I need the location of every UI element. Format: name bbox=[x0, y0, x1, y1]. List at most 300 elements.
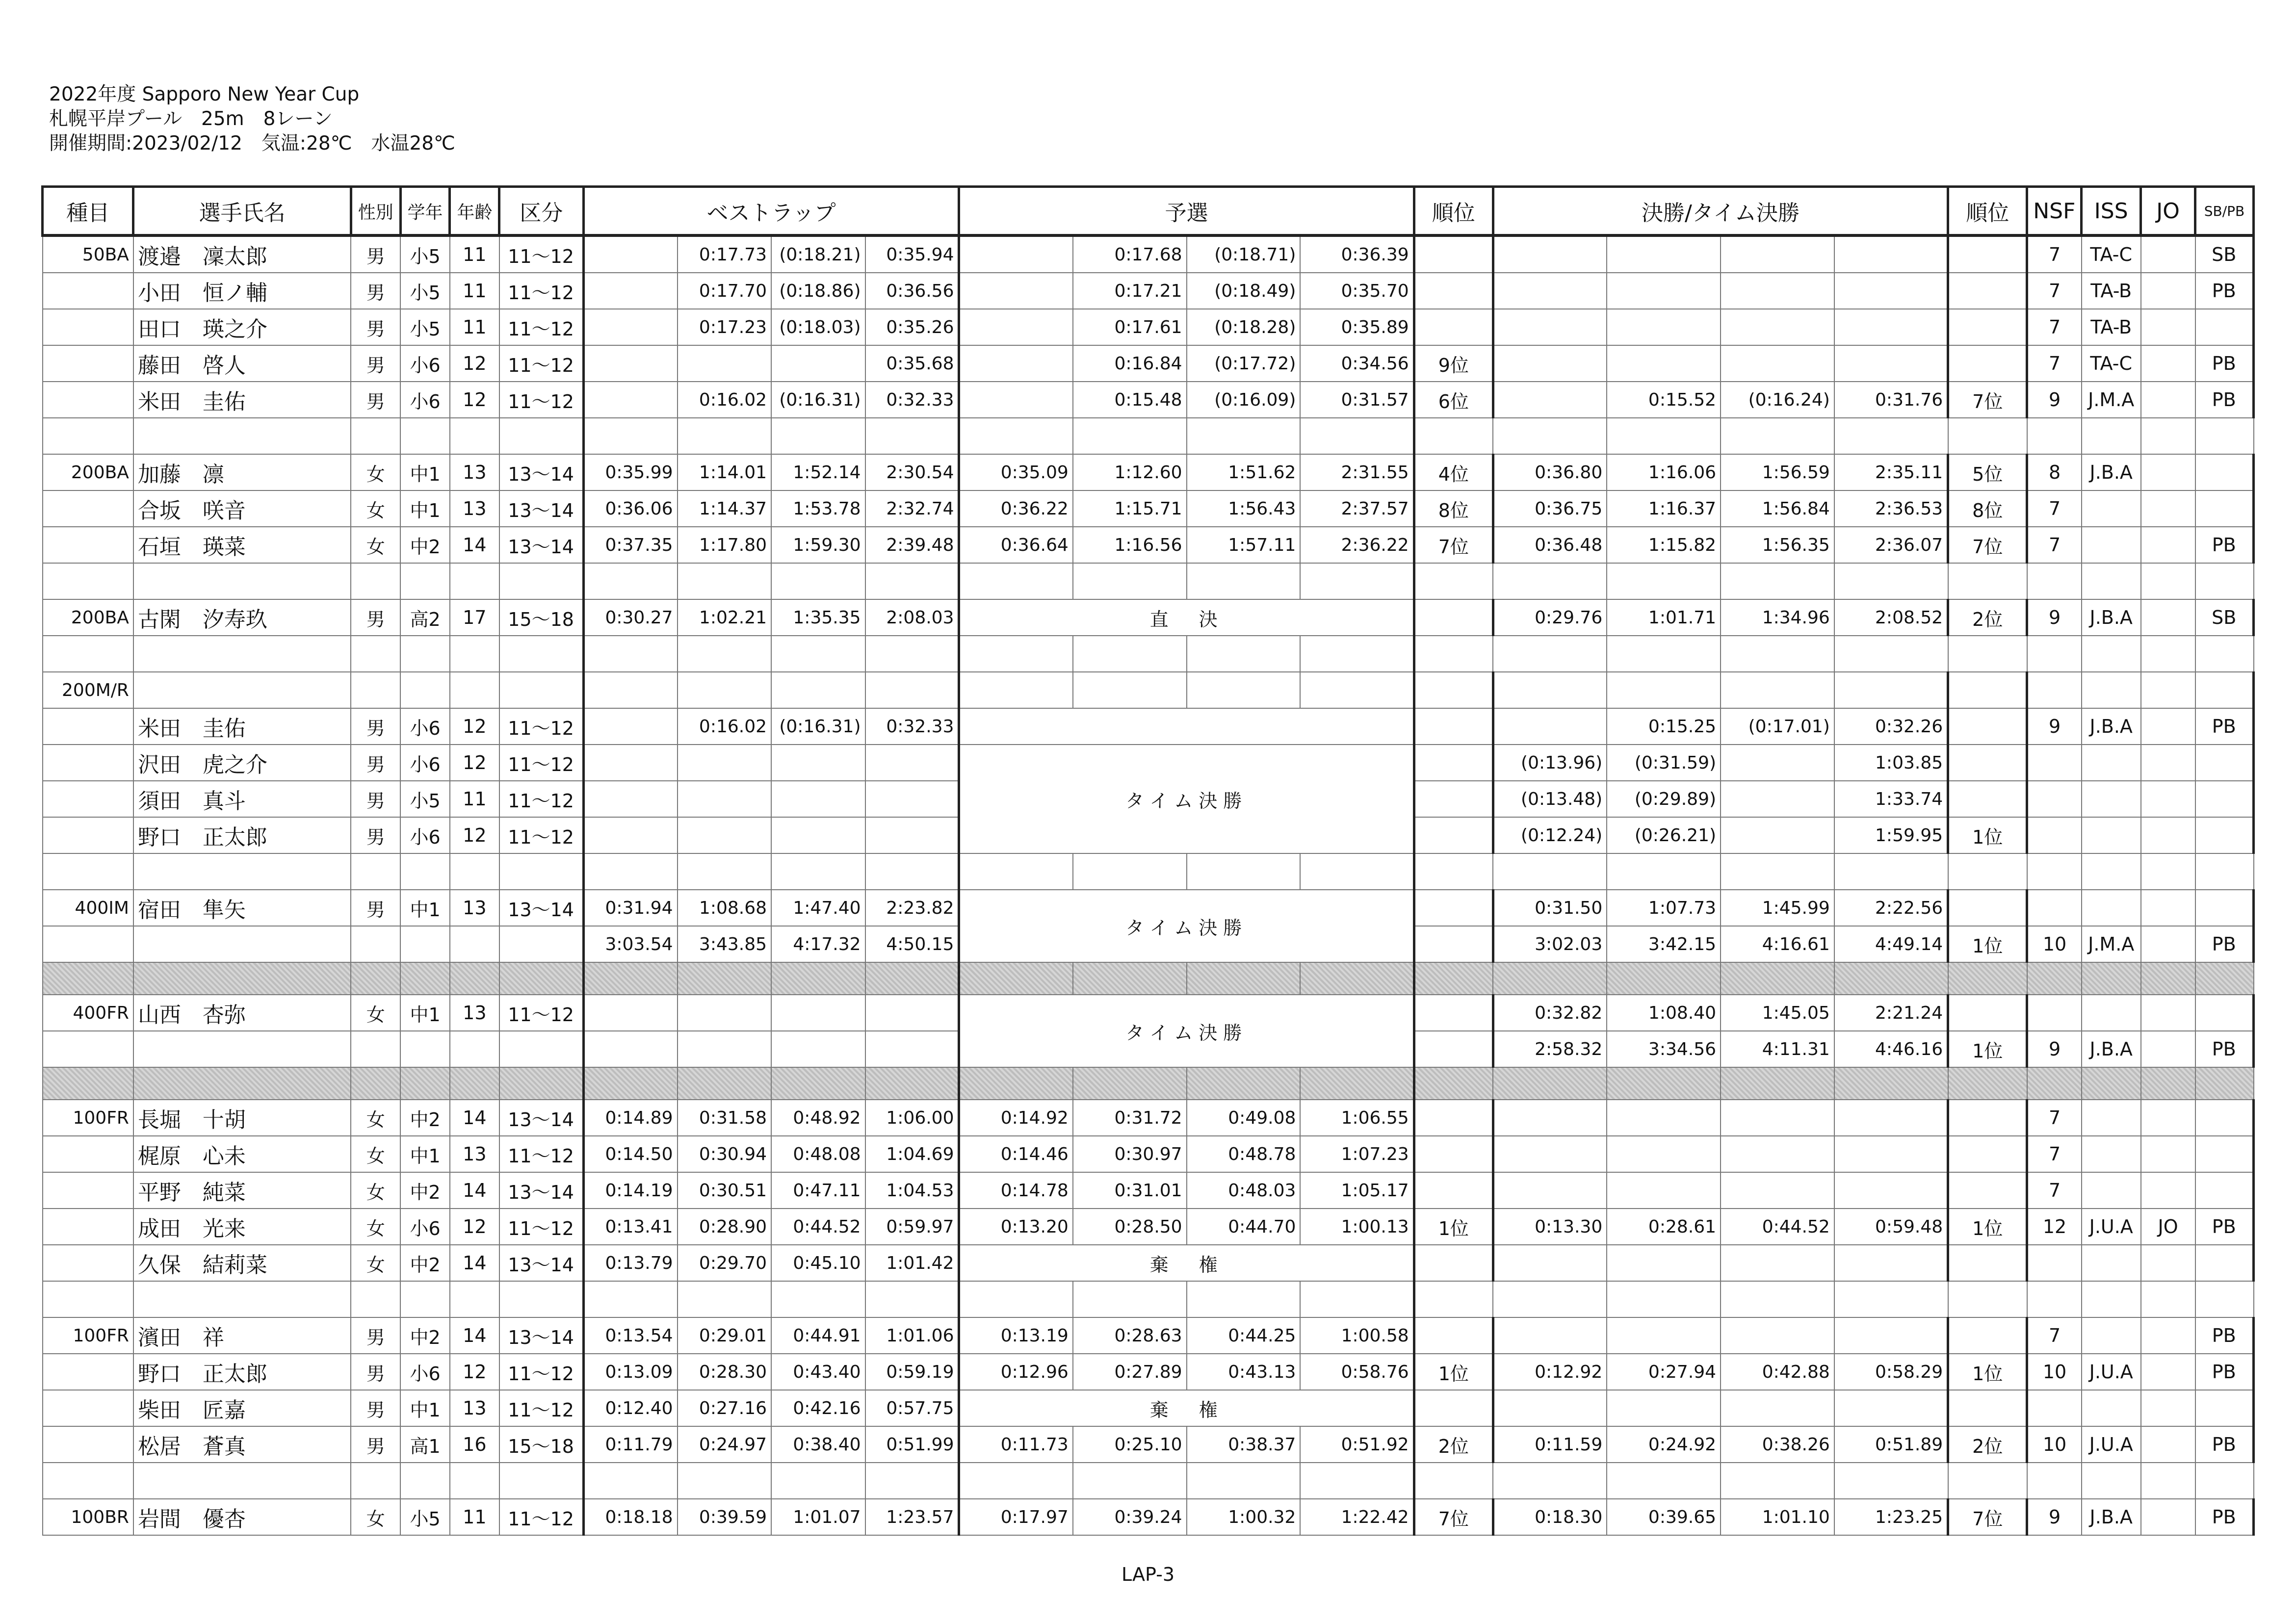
grade-cell: 中2 bbox=[400, 1100, 450, 1136]
final-split bbox=[1493, 1317, 1607, 1354]
jo-cell bbox=[2141, 1245, 2195, 1281]
iss-cell bbox=[2082, 890, 2141, 926]
empty-cell bbox=[450, 418, 499, 454]
nsf-cell bbox=[2027, 890, 2082, 926]
bestlap-split: 0:14.89 bbox=[583, 1100, 677, 1136]
bestlap-split: 0:30.94 bbox=[678, 1136, 771, 1172]
grade-cell: 小5 bbox=[400, 235, 450, 273]
swimmer-name: 小田 恒ノ輔 bbox=[133, 273, 351, 309]
empty-cell bbox=[43, 418, 133, 454]
empty-cell bbox=[1300, 962, 1414, 995]
empty-cell bbox=[1834, 853, 1948, 890]
sex-cell: 男 bbox=[351, 1354, 400, 1390]
empty-cell bbox=[1414, 1281, 1493, 1317]
empty-cell bbox=[499, 1281, 583, 1317]
nsf-cell: 7 bbox=[2027, 490, 2082, 527]
sbpb-cell: PB bbox=[2195, 345, 2254, 382]
prelim-split: 0:11.73 bbox=[959, 1426, 1073, 1463]
bestlap-split: 0:31.58 bbox=[678, 1100, 771, 1136]
table-row bbox=[43, 1317, 2254, 1354]
empty-cell bbox=[351, 418, 400, 454]
prelim-split: 0:35.09 bbox=[959, 454, 1073, 490]
final-split bbox=[1834, 309, 1948, 345]
nsf-cell: 7 bbox=[2027, 1100, 2082, 1136]
bestlap-split: 4:17.32 bbox=[771, 926, 865, 962]
category-cell: 15～18 bbox=[499, 1426, 583, 1463]
empty-cell bbox=[351, 1067, 400, 1100]
prelim-split: (0:17.72) bbox=[1187, 345, 1301, 382]
grade-cell: 中1 bbox=[400, 490, 450, 527]
iss-cell bbox=[2082, 1172, 2141, 1209]
empty-cell bbox=[1607, 563, 1721, 599]
empty-cell bbox=[678, 418, 771, 454]
prelim-split: 0:36.22 bbox=[959, 490, 1073, 527]
empty-cell bbox=[678, 1281, 771, 1317]
empty-cell bbox=[2195, 962, 2254, 995]
empty-cell bbox=[1073, 962, 1187, 995]
swimmer-name: 沢田 虎之介 bbox=[133, 745, 351, 781]
prelim-split: 0:51.92 bbox=[1300, 1426, 1414, 1463]
empty-cell bbox=[1607, 962, 1721, 995]
table-row bbox=[43, 1390, 2254, 1426]
iss-cell bbox=[2082, 1317, 2141, 1354]
empty-cell bbox=[133, 418, 351, 454]
nsf-cell: 7 bbox=[2027, 235, 2082, 273]
jo-cell bbox=[2141, 708, 2195, 745]
sbpb-cell bbox=[2195, 745, 2254, 781]
sbpb-cell: SB bbox=[2195, 599, 2254, 636]
final-split: 0:15.52 bbox=[1607, 382, 1721, 418]
bestlap-split: 0:14.19 bbox=[583, 1172, 677, 1209]
final-split bbox=[1721, 1245, 1834, 1281]
jo-cell bbox=[2141, 309, 2195, 345]
final-split: 0:27.94 bbox=[1607, 1354, 1721, 1390]
prelim-split: 0:14.46 bbox=[959, 1136, 1073, 1172]
empty-cell bbox=[400, 1067, 450, 1100]
bestlap-split bbox=[771, 745, 865, 781]
prelim-split bbox=[959, 382, 1073, 418]
prelim-split: 0:27.89 bbox=[1073, 1354, 1187, 1390]
bestlap-split: 1:06.00 bbox=[865, 1100, 959, 1136]
final-split bbox=[1493, 708, 1607, 745]
empty-cell bbox=[43, 1281, 133, 1317]
final-split: 0:59.48 bbox=[1834, 1209, 1948, 1245]
prelim-rank bbox=[1414, 1390, 1493, 1426]
final-split: 1:34.96 bbox=[1721, 599, 1834, 636]
grade-cell: 小5 bbox=[400, 1499, 450, 1535]
prelim-rank bbox=[1414, 1245, 1493, 1281]
prelim-split bbox=[959, 309, 1073, 345]
empty-cell bbox=[1721, 1281, 1834, 1317]
bestlap-split: 2:23.82 bbox=[865, 890, 959, 926]
event-cell: 200BA bbox=[43, 454, 133, 490]
sex-cell: 男 bbox=[351, 273, 400, 309]
bestlap-split: 0:37.35 bbox=[583, 527, 677, 563]
empty-cell bbox=[2195, 1463, 2254, 1499]
final-split: 3:34.56 bbox=[1607, 1031, 1721, 1067]
iss-cell bbox=[2082, 995, 2141, 1031]
final-split: 0:12.92 bbox=[1493, 1354, 1607, 1390]
sex-cell: 男 bbox=[351, 817, 400, 853]
empty-cell bbox=[2027, 962, 2082, 995]
category-cell: 11～12 bbox=[499, 1136, 583, 1172]
event-cell: 400IM bbox=[43, 890, 133, 926]
sbpb-cell: PB bbox=[2195, 382, 2254, 418]
empty-cell bbox=[1493, 1067, 1607, 1100]
swimmer-name: 渡邉 凜太郎 bbox=[133, 235, 351, 273]
empty-cell bbox=[133, 853, 351, 890]
prelim-split: 0:58.76 bbox=[1300, 1354, 1414, 1390]
sex-cell: 女 bbox=[351, 527, 400, 563]
sex-cell: 女 bbox=[351, 1100, 400, 1136]
final-rank bbox=[1948, 309, 2027, 345]
age-cell: 13 bbox=[450, 1136, 499, 1172]
empty-cell bbox=[1073, 1067, 1187, 1100]
category-cell: 11～12 bbox=[499, 1499, 583, 1535]
col-bestlap: ベストラップ bbox=[583, 187, 959, 236]
final-split bbox=[1721, 672, 1834, 708]
swimmer-name bbox=[133, 672, 351, 708]
category-cell: 11～12 bbox=[499, 345, 583, 382]
empty-cell bbox=[1300, 563, 1414, 599]
empty-cell bbox=[1493, 853, 1607, 890]
sbpb-cell: PB bbox=[2195, 527, 2254, 563]
swimmer-name: 石垣 瑛菜 bbox=[133, 527, 351, 563]
empty-cell bbox=[1948, 1067, 2027, 1100]
final-split: 4:49.14 bbox=[1834, 926, 1948, 962]
final-split: 2:58.32 bbox=[1493, 1031, 1607, 1067]
empty-cell bbox=[2195, 853, 2254, 890]
empty-cell bbox=[499, 853, 583, 890]
sbpb-cell bbox=[2195, 817, 2254, 853]
bestlap-split: 1:14.01 bbox=[678, 454, 771, 490]
final-split bbox=[1834, 345, 1948, 382]
nsf-cell bbox=[2027, 1390, 2082, 1426]
venue-line: 札幌平岸プール 25m 8レーン bbox=[49, 108, 333, 130]
table-body bbox=[43, 235, 2254, 1535]
bestlap-split bbox=[771, 1031, 865, 1067]
grade-cell: 中1 bbox=[400, 454, 450, 490]
table-row bbox=[43, 382, 2254, 418]
event-cell: 100BR bbox=[43, 1499, 133, 1535]
sex-cell: 男 bbox=[351, 890, 400, 926]
bestlap-split bbox=[678, 345, 771, 382]
final-rank: 5位 bbox=[1948, 454, 2027, 490]
category-cell: 11～12 bbox=[499, 781, 583, 817]
swimmer-name: 田口 瑛之介 bbox=[133, 309, 351, 345]
nsf-cell: 7 bbox=[2027, 1136, 2082, 1172]
prelim-split: 0:36.64 bbox=[959, 527, 1073, 563]
grade-cell: 中2 bbox=[400, 527, 450, 563]
prelim-split: 0:31.01 bbox=[1073, 1172, 1187, 1209]
iss-cell bbox=[2082, 527, 2141, 563]
category-cell: 13～14 bbox=[499, 890, 583, 926]
bestlap-split: 0:27.16 bbox=[678, 1390, 771, 1426]
final-split: 1:08.40 bbox=[1607, 995, 1721, 1031]
grade-cell: 小6 bbox=[400, 345, 450, 382]
swimmer-name: 藤田 啓人 bbox=[133, 345, 351, 382]
bestlap-split: 2:08.03 bbox=[865, 599, 959, 636]
final-split bbox=[1834, 1317, 1948, 1354]
final-split: 1:56.84 bbox=[1721, 490, 1834, 527]
category-cell: 13～14 bbox=[499, 1245, 583, 1281]
final-split bbox=[1721, 1100, 1834, 1136]
jo-cell bbox=[2141, 1136, 2195, 1172]
nsf-cell: 7 bbox=[2027, 273, 2082, 309]
bestlap-split: 1:23.57 bbox=[865, 1499, 959, 1535]
col-name: 選手氏名 bbox=[133, 187, 351, 236]
grade-cell: 高1 bbox=[400, 1426, 450, 1463]
prelim-split: 0:28.50 bbox=[1073, 1209, 1187, 1245]
bestlap-split bbox=[583, 995, 677, 1031]
final-rank bbox=[1948, 672, 2027, 708]
event-cell: 200M/R bbox=[43, 672, 133, 708]
empty-cell bbox=[1948, 853, 2027, 890]
iss-cell: J.U.A bbox=[2082, 1354, 2141, 1390]
jo-cell: JO bbox=[2141, 1209, 2195, 1245]
empty-cell bbox=[133, 962, 351, 995]
final-split: 0:32.26 bbox=[1834, 708, 1948, 745]
sbpb-cell bbox=[2195, 1245, 2254, 1281]
empty-cell bbox=[450, 1463, 499, 1499]
bestlap-split: (0:16.31) bbox=[771, 708, 865, 745]
final-split: 0:58.29 bbox=[1834, 1354, 1948, 1390]
event-cell bbox=[43, 926, 133, 962]
prelim-split bbox=[1187, 672, 1301, 708]
final-split: 1:15.82 bbox=[1607, 527, 1721, 563]
bestlap-split bbox=[583, 1031, 677, 1067]
category-cell: 11～12 bbox=[499, 235, 583, 273]
table-row bbox=[43, 345, 2254, 382]
empty-cell bbox=[1073, 853, 1187, 890]
empty-cell bbox=[450, 636, 499, 672]
prelim-split: (0:18.49) bbox=[1187, 273, 1301, 309]
prelim-split: 0:31.72 bbox=[1073, 1100, 1187, 1136]
final-split bbox=[1834, 1136, 1948, 1172]
sex-cell: 女 bbox=[351, 1172, 400, 1209]
prelim-rank: 1位 bbox=[1414, 1209, 1493, 1245]
final-split: 3:42.15 bbox=[1607, 926, 1721, 962]
bestlap-split: 1:17.80 bbox=[678, 527, 771, 563]
empty-cell bbox=[400, 962, 450, 995]
prelim-split: 0:25.10 bbox=[1073, 1426, 1187, 1463]
jo-cell bbox=[2141, 890, 2195, 926]
event-cell bbox=[43, 745, 133, 781]
prelim-split bbox=[1073, 672, 1187, 708]
empty-cell bbox=[2141, 853, 2195, 890]
age-cell: 12 bbox=[450, 745, 499, 781]
col-rank: 順位 bbox=[1414, 187, 1493, 236]
prelim-split bbox=[959, 345, 1073, 382]
grade-cell: 中1 bbox=[400, 1136, 450, 1172]
final-rank: 2位 bbox=[1948, 1426, 2027, 1463]
final-rank bbox=[1948, 235, 2027, 273]
category-cell: 15～18 bbox=[499, 599, 583, 636]
prelim-split: 1:15.71 bbox=[1073, 490, 1187, 527]
empty-cell bbox=[499, 1463, 583, 1499]
bestlap-split: 0:48.08 bbox=[771, 1136, 865, 1172]
bestlap-split: 1:01.42 bbox=[865, 1245, 959, 1281]
jo-cell bbox=[2141, 527, 2195, 563]
bestlap-split bbox=[583, 382, 677, 418]
table-row bbox=[43, 890, 2254, 926]
age-cell: 12 bbox=[450, 1354, 499, 1390]
final-split bbox=[1721, 273, 1834, 309]
empty-cell bbox=[499, 962, 583, 995]
category-cell: 13～14 bbox=[499, 1172, 583, 1209]
empty-cell bbox=[2027, 1281, 2082, 1317]
prelim-split: 1:56.43 bbox=[1187, 490, 1301, 527]
iss-cell: J.U.A bbox=[2082, 1426, 2141, 1463]
grade-cell: 中2 bbox=[400, 1245, 450, 1281]
empty-cell bbox=[959, 563, 1073, 599]
prelim-split bbox=[959, 235, 1073, 273]
empty-cell bbox=[1187, 1281, 1301, 1317]
prelim-rank bbox=[1414, 817, 1493, 853]
age-cell: 11 bbox=[450, 235, 499, 273]
table-row bbox=[43, 1499, 2254, 1535]
table-row bbox=[43, 527, 2254, 563]
prelim-split: 1:07.23 bbox=[1300, 1136, 1414, 1172]
bestlap-split: 2:32.74 bbox=[865, 490, 959, 527]
prelim-split: 0:44.70 bbox=[1187, 1209, 1301, 1245]
prelim-split: 0:16.84 bbox=[1073, 345, 1187, 382]
empty-cell bbox=[1414, 636, 1493, 672]
empty-cell bbox=[1607, 418, 1721, 454]
prelim-split: 0:28.63 bbox=[1073, 1317, 1187, 1354]
category-cell: 11～12 bbox=[499, 1209, 583, 1245]
empty-cell bbox=[1073, 1463, 1187, 1499]
empty-cell bbox=[583, 418, 677, 454]
nsf-cell: 10 bbox=[2027, 1426, 2082, 1463]
prelim-split: 1:05.17 bbox=[1300, 1172, 1414, 1209]
swimmer-name: 梶原 心未 bbox=[133, 1136, 351, 1172]
swimmer-name: 加藤 凛 bbox=[133, 454, 351, 490]
empty-cell bbox=[1187, 418, 1301, 454]
bestlap-split: 0:17.23 bbox=[678, 309, 771, 345]
iss-cell bbox=[2082, 1390, 2141, 1426]
sex-cell: 男 bbox=[351, 745, 400, 781]
table-row bbox=[43, 672, 2254, 708]
bestlap-split: 1:47.40 bbox=[771, 890, 865, 926]
empty-cell bbox=[2141, 636, 2195, 672]
separator-row bbox=[43, 962, 2254, 995]
prelim-rank bbox=[1414, 599, 1493, 636]
final-split: 0:28.61 bbox=[1607, 1209, 1721, 1245]
iss-cell bbox=[2082, 817, 2141, 853]
col-prelim: 予選 bbox=[959, 187, 1414, 236]
empty-cell bbox=[1948, 418, 2027, 454]
final-split bbox=[1721, 745, 1834, 781]
empty-cell bbox=[771, 418, 865, 454]
empty-cell bbox=[959, 853, 1073, 890]
jo-cell bbox=[2141, 454, 2195, 490]
empty-cell bbox=[771, 1281, 865, 1317]
empty-cell bbox=[1493, 1463, 1607, 1499]
col-grade: 学年 bbox=[400, 187, 450, 236]
col-jo: JO bbox=[2141, 187, 2195, 236]
final-split: 1:16.06 bbox=[1607, 454, 1721, 490]
final-split: 2:36.53 bbox=[1834, 490, 1948, 527]
sbpb-cell bbox=[2195, 1390, 2254, 1426]
final-rank: 1位 bbox=[1948, 1209, 2027, 1245]
bestlap-split: 0:35.68 bbox=[865, 345, 959, 382]
empty-cell bbox=[1607, 636, 1721, 672]
iss-cell bbox=[2082, 1100, 2141, 1136]
sbpb-cell: PB bbox=[2195, 1317, 2254, 1354]
empty-cell bbox=[450, 962, 499, 995]
swimmer-name: 野口 正太郎 bbox=[133, 1354, 351, 1390]
final-split bbox=[1834, 1245, 1948, 1281]
category-cell bbox=[499, 926, 583, 962]
bestlap-split: 0:45.10 bbox=[771, 1245, 865, 1281]
nsf-cell: 9 bbox=[2027, 599, 2082, 636]
jo-cell bbox=[2141, 781, 2195, 817]
sbpb-cell bbox=[2195, 672, 2254, 708]
empty-cell bbox=[400, 418, 450, 454]
nsf-cell: 10 bbox=[2027, 1354, 2082, 1390]
bestlap-split: 0:43.40 bbox=[771, 1354, 865, 1390]
col-final: 決勝/タイム決勝 bbox=[1493, 187, 1948, 236]
empty-cell bbox=[351, 636, 400, 672]
prelim-note: 直 決 bbox=[959, 599, 1414, 636]
age-cell: 12 bbox=[450, 1209, 499, 1245]
event-cell bbox=[43, 708, 133, 745]
table-row bbox=[43, 599, 2254, 636]
age-cell: 11 bbox=[450, 273, 499, 309]
jo-cell bbox=[2141, 273, 2195, 309]
sex-cell: 男 bbox=[351, 1426, 400, 1463]
empty-cell bbox=[583, 563, 677, 599]
nsf-cell: 9 bbox=[2027, 1031, 2082, 1067]
empty-cell bbox=[1073, 1281, 1187, 1317]
event-cell bbox=[43, 273, 133, 309]
table-row bbox=[43, 309, 2254, 345]
empty-cell bbox=[2082, 1281, 2141, 1317]
final-split bbox=[1607, 672, 1721, 708]
bestlap-split: 0:13.54 bbox=[583, 1317, 677, 1354]
final-split bbox=[1834, 235, 1948, 273]
jo-cell bbox=[2141, 382, 2195, 418]
empty-cell bbox=[583, 1067, 677, 1100]
category-cell: 11～12 bbox=[499, 995, 583, 1031]
iss-cell: TA-C bbox=[2082, 235, 2141, 273]
empty-cell bbox=[2141, 962, 2195, 995]
empty-cell bbox=[2082, 1067, 2141, 1100]
empty-cell bbox=[1834, 1463, 1948, 1499]
bestlap-split: 0:35.26 bbox=[865, 309, 959, 345]
empty-cell bbox=[133, 1463, 351, 1499]
bestlap-split: 0:35.99 bbox=[583, 454, 677, 490]
final-split bbox=[1721, 817, 1834, 853]
empty-cell bbox=[678, 1067, 771, 1100]
bestlap-split: 0:32.33 bbox=[865, 708, 959, 745]
final-split: 0:36.75 bbox=[1493, 490, 1607, 527]
prelim-split: (0:18.71) bbox=[1187, 235, 1301, 273]
prelim-rank bbox=[1414, 890, 1493, 926]
col-iss: ISS bbox=[2082, 187, 2141, 236]
results-table bbox=[41, 185, 2255, 1536]
prelim-split: 0:35.70 bbox=[1300, 273, 1414, 309]
bestlap-split bbox=[865, 745, 959, 781]
iss-cell bbox=[2082, 672, 2141, 708]
age-cell: 14 bbox=[450, 1100, 499, 1136]
grade-cell: 中1 bbox=[400, 995, 450, 1031]
bestlap-split: 0:31.94 bbox=[583, 890, 677, 926]
empty-cell bbox=[1948, 1281, 2027, 1317]
spacer-row bbox=[43, 853, 2254, 890]
bestlap-split: (0:16.31) bbox=[771, 382, 865, 418]
